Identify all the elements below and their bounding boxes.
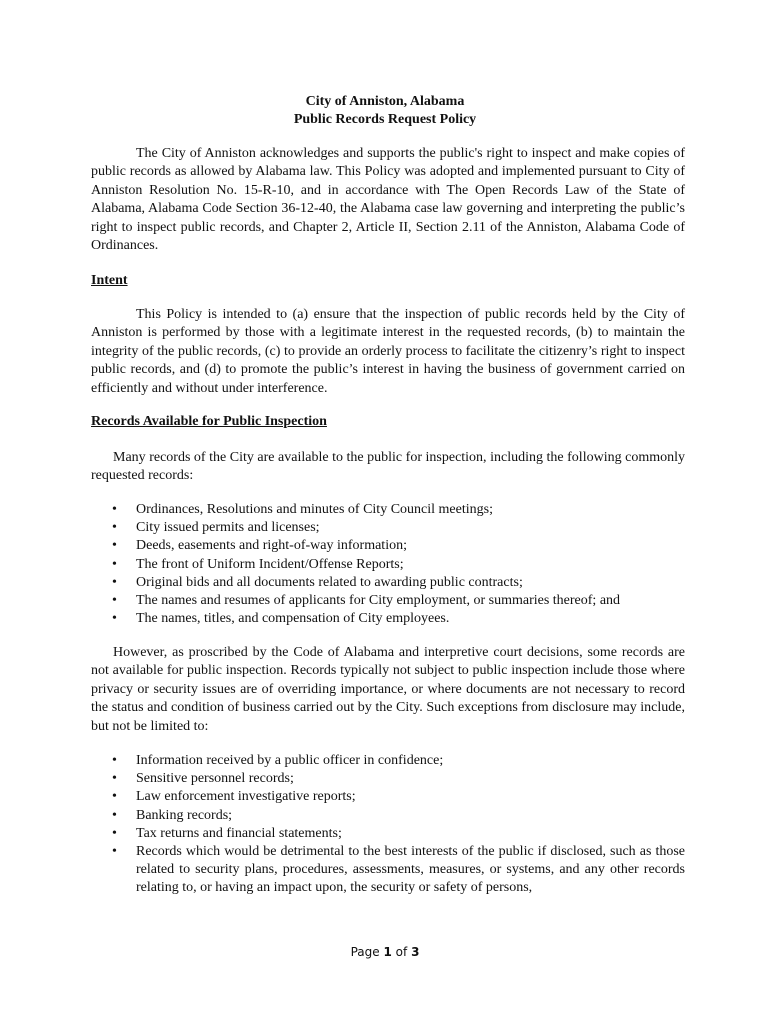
list-item: • The names, titles, and compensation of City employees. <box>91 610 685 628</box>
list-item: • Tax returns and financial statements; <box>91 825 685 843</box>
list-item: • Banking records; <box>91 807 685 825</box>
list-item: • Sensitive personnel records; <box>91 770 685 788</box>
document-title: City of Anniston, Alabama <box>305 94 465 109</box>
bullet-icon: • <box>112 556 117 572</box>
bullet-icon: • <box>112 611 117 627</box>
list-item: • The names and resumes of applicants for City employment, or summaries thereof; and <box>91 592 685 610</box>
bullet-icon: • <box>112 807 117 823</box>
list-item: • Information received by a public officer in confidence; <box>91 752 685 770</box>
list-item: • Deeds, easements and right-of-way information; <box>91 537 685 555</box>
exceptions-list <box>91 752 685 898</box>
intent-paragraph: This Policy is intended to (a) ensure that the inspection of public records held by the City of Anniston is performed by those with a legitimate interest in the requested records, (b) to maintain the integrity of the public records, (c) to provide an orderly process to facilitate the citizenry’s right to inspect public records, and (d) to promote the public’s interest in having the business of government carried on efficiently and without under interference. <box>91 307 685 396</box>
records-intro-paragraph: Many records of the City are available to the public for inspection, including the following commonly requested records: <box>91 450 685 484</box>
available-records-list <box>91 501 685 628</box>
bullet-icon: • <box>112 753 117 768</box>
bullet-icon: • <box>112 520 117 536</box>
page-label: Page <box>350 945 380 959</box>
total-pages-number: 3 <box>411 945 420 959</box>
records-heading: Records Available for Public Inspection <box>91 414 327 429</box>
bullet-icon: • <box>112 538 117 554</box>
list-item: • Original bids and all documents related to awarding public contracts; <box>91 574 685 592</box>
intro-paragraph: The City of Anniston acknowledges and supports the public's right to inspect and make copies of public records as allowed by Alabama law. This Policy was adopted and implemented pursuant to City of Anniston Resolution No. 15-R-10, and in accordance with The Open Records Law of the State of Alabama, Alabama Code Section 36-12-40, the Alabama case law governing and interpreting the public’s right to inspect public records, and Chapter 2, Article II, Section 2.11 of the Anniston, Alabama Code of Ordinances. <box>91 146 685 254</box>
bullet-icon: • <box>112 844 117 860</box>
bullet-icon: • <box>112 825 117 841</box>
of-label: of <box>395 945 408 959</box>
list-item: • City issued permits and licenses; <box>91 519 685 537</box>
list-item: • The front of Uniform Incident/Offense Reports; <box>91 556 685 574</box>
document-subtitle: Public Records Request Policy <box>293 112 477 127</box>
page-footer <box>0 944 770 960</box>
current-page-number: 1 <box>383 945 392 959</box>
list-item: • Law enforcement investigative reports; <box>91 788 685 806</box>
exceptions-intro-paragraph: However, as proscribed by the Code of Alabama and interpretive court decisions, some records are not available for public inspection. Records typically not subject to public inspection include those where privacy or security issues are of overriding importance, or where documents are not necessary to record the status and condition of business carried out by the City. Such exceptions from disclosure may include, but not be limited to: <box>91 645 685 734</box>
bullet-icon: • <box>112 789 117 805</box>
bullet-icon: • <box>112 593 117 609</box>
intent-heading: Intent <box>91 273 128 288</box>
bullet-icon: • <box>112 502 117 517</box>
list-item: • Ordinances, Resolutions and minutes of City Council meetings; <box>91 501 685 519</box>
list-item: • Records which would be detrimental to the best interests of the public if disclosed, such as those related to security plans, procedures, assessments, measures, or systems, and any other records relating to, or having an impact upon, the security or safety of persons, <box>112 844 685 896</box>
bullet-icon: • <box>112 574 117 590</box>
bullet-icon: • <box>112 771 117 787</box>
